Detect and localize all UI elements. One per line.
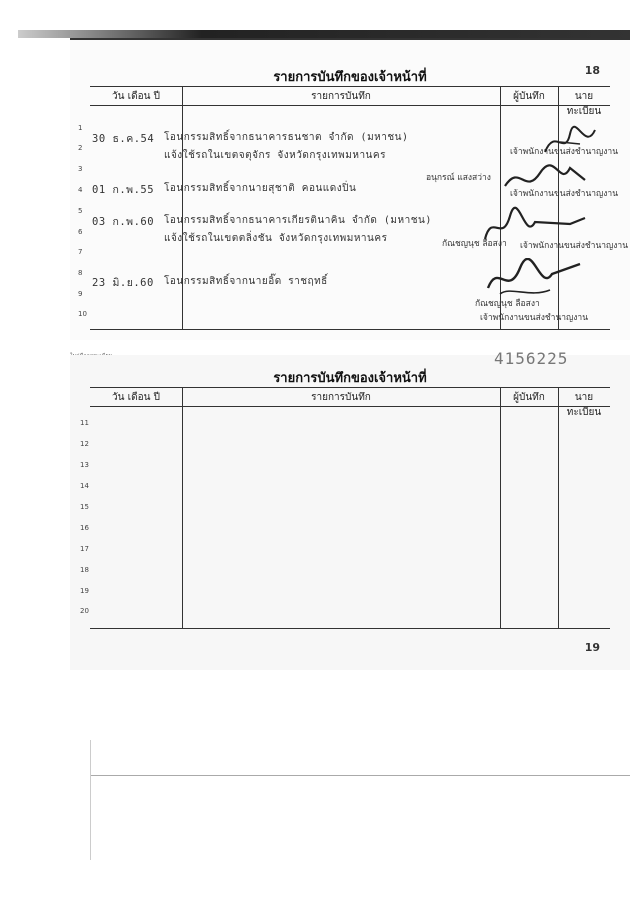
signature-image [540,122,600,162]
entry-date: 01 ก.พ.55 [92,184,155,196]
row-number: 5 [78,207,83,215]
signature-image [500,158,590,198]
serial-number: 4156225 [494,349,569,368]
entry-text: โอนกรรมสิทธิ์จากนายสุชาติ คอนแดงปิ่น [164,183,357,194]
row-number: 19 [80,587,89,595]
header-recorder: ผู้บันทึก [513,392,545,403]
entry-text: โอนกรรมสิทธิ์จากนายอิ๊ด ราชฤทธิ์ [164,276,328,287]
row-number: 11 [80,419,89,427]
header-date: วัน เดือน ปี [112,392,160,403]
header-registrar: นายทะเบียน [566,392,602,418]
table-header [90,388,610,418]
header-registrar: นายทะเบียน [566,91,602,117]
entry-text: แจ้งใช้รถในเขตจตุจักร จังหวัดกรุงเทพมหานคร [164,150,386,161]
row-number: 6 [78,228,83,236]
records-table [90,387,610,629]
entry-date: 23 มิ.ย.60 [92,277,154,289]
divider [90,740,91,860]
row-number: 3 [78,165,83,173]
page-number: 19 [584,641,600,654]
row-number: 14 [80,482,89,490]
signature-image [480,258,590,303]
official-stamp: เจ้าพนักงานขนส่งชำนาญงาน [480,313,589,323]
entry-date: 03 ก.พ.60 [92,216,155,228]
row-number: 18 [80,566,89,574]
official-name: อนุกรณ์ แสงสว่าง [426,173,491,183]
header-recorder: ผู้บันทึก [513,91,545,102]
row-number: 9 [78,290,83,298]
column-divider [500,388,501,628]
row-number: 17 [80,545,89,553]
entry-text: แจ้งใช้รถในเขตตลิ่งชัน จังหวัดกรุงเทพมหานคร [164,233,388,244]
header-entry: รายการบันทึก [311,91,371,102]
official-stamp: เจ้าพนักงานขนส่งชำนาญงาน [510,147,619,157]
column-divider [558,388,559,628]
page-number: 18 [584,64,600,77]
entry-date: 30 ธ.ค.54 [92,133,155,145]
entry-text: โอนกรรมสิทธิ์จากธนาคารธนชาต จำกัด (มหาชน) [164,132,409,143]
official-stamp: เจ้าพนักงานขนส่งชำนาญงาน [520,241,629,251]
top-page [70,38,630,340]
page-title: รายการบันทึกของเจ้าหน้าที่ [273,371,427,386]
signature-image [480,204,590,249]
divider [90,775,630,776]
row-number: 13 [80,461,89,469]
row-number: 7 [78,248,83,256]
row-number: 8 [78,269,83,277]
row-number: 15 [80,503,89,511]
page-title: รายการบันทึกของเจ้าหน้าที่ [273,70,427,85]
row-number: 2 [78,144,83,152]
row-number: 16 [80,524,89,532]
row-number: 20 [80,607,89,615]
table-header [90,87,610,117]
row-number: 12 [80,440,89,448]
official-name: กัณชญนุช ลือสงา [442,239,507,249]
row-number: 10 [78,310,87,318]
scan-shadow [18,30,630,38]
row-number: 1 [78,124,83,132]
column-divider [182,388,183,628]
header-date: วัน เดือน ปี [112,91,160,102]
official-stamp: เจ้าพนักงานขนส่งชำนาญงาน [510,189,619,199]
column-divider [182,87,183,329]
entry-text: โอนกรรมสิทธิ์จากธนาคารเกียรตินาคิน จำกัด (มหาชน) [164,215,432,226]
official-name: กัณชญนุช ลือสงา [475,299,540,309]
header-entry: รายการบันทึก [311,392,371,403]
bottom-page [70,349,630,670]
row-number: 4 [78,186,83,194]
